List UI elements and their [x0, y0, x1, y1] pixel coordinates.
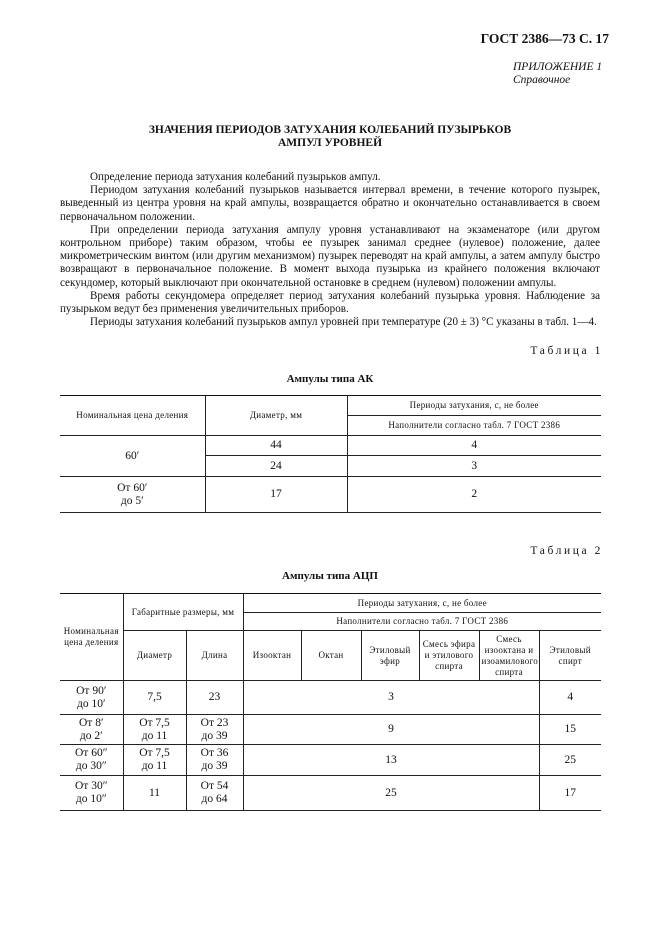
t2-length-to: до 39	[201, 760, 228, 772]
t2-nominal-to: до 10″	[75, 793, 107, 805]
appendix-kind: Справочное	[513, 74, 571, 86]
t2-head-octane: Октан	[301, 631, 361, 681]
t1-cell-nominal: 60′	[60, 436, 205, 477]
t1-cell-period: 2	[347, 477, 601, 513]
table-row	[60, 436, 601, 456]
title-line-2: АМПУЛ УРОВНЕЙ	[277, 137, 383, 149]
t2-length-from: От 54	[200, 780, 229, 792]
t2-cell-nominal	[60, 715, 123, 745]
table2-label: Таблица 2	[530, 545, 603, 557]
table-row	[60, 745, 601, 776]
t2-cell-diameter	[123, 745, 186, 776]
t1-head-nominal: Номинальная цена деления	[60, 396, 205, 436]
t2-diameter-from: От 7,5	[139, 747, 170, 759]
paragraph: Время работы секундомера определяет период затухания колебаний пузырька уровня. Наблюдение за пузырьком ведут без применения увеличительных приборов.	[60, 289, 600, 316]
t2-cell-period: 25	[243, 776, 539, 811]
t2-nominal-to: до 2′	[79, 729, 103, 742]
t2-cell-diameter: 7,5	[123, 681, 186, 715]
t2-head-length: Длина	[186, 631, 243, 681]
t1-nominal-to: до 5′	[120, 494, 144, 507]
t2-nominal-from: От 8′	[79, 716, 104, 729]
t2-nominal-from: От 60″	[75, 747, 108, 759]
t2-cell-length	[186, 715, 243, 745]
t2-diameter-to: до 11	[141, 729, 168, 742]
t1-cell-diameter: 24	[205, 456, 347, 477]
paragraph: Периодом затухания колебаний пузырьков называется интервал времени, в течение которого пузырек, выведенный из центра уровня на край ампулы, возвращается обратно и окончательно останавливается в своем первоначальном положении.	[60, 184, 600, 223]
appendix-block	[513, 61, 602, 87]
t2-length-to: до 39	[201, 729, 228, 742]
t2-head-mix1: Смесь эфира и этилового спирта	[419, 631, 479, 681]
t2-head-mix2: Смесь изооктана и изоамилового спирта	[479, 631, 539, 681]
t1-cell-nominal	[60, 477, 205, 513]
table-row	[60, 477, 601, 513]
t2-nominal-from: От 90′	[76, 684, 107, 697]
body-text	[60, 171, 600, 329]
t2-head-isooctane: Изооктан	[243, 631, 301, 681]
t1-head-diameter: Диаметр, мм	[205, 396, 347, 436]
t2-head-ether: Этиловый эфир	[361, 631, 419, 681]
paragraph: Определение периода затухания колебаний пузырьков ампул.	[90, 171, 381, 183]
t1-head-fillers: Наполнители согласно табл. 7 ГОСТ 2386	[347, 416, 601, 436]
t2-cell-length	[186, 776, 243, 811]
t2-cell-spirit: 15	[539, 715, 601, 745]
t1-cell-period: 4	[347, 436, 601, 456]
t2-length-to: до 64	[201, 793, 228, 805]
table-row	[60, 776, 601, 811]
t1-head-periods: Периоды затухания, с, не более	[347, 396, 601, 416]
t2-head-nominal: Номинальная цена деления	[60, 594, 123, 681]
t2-cell-diameter: 11	[123, 776, 186, 811]
t2-nominal-to: до 10′	[77, 697, 106, 710]
t2-cell-period: 3	[243, 681, 539, 715]
table-row	[60, 681, 601, 715]
table2-caption: Ампулы типа АЦП	[282, 570, 378, 582]
t2-cell-nominal	[60, 745, 123, 776]
appendix-label: ПРИЛОЖЕНИЕ 1	[513, 61, 603, 73]
table2	[60, 593, 601, 811]
t2-cell-spirit: 17	[539, 776, 601, 811]
t2-head-spirit: Этиловый спирт	[539, 631, 601, 681]
t2-cell-nominal	[60, 776, 123, 811]
t2-length-from: От 23	[200, 716, 229, 729]
document-title	[60, 124, 600, 150]
table-row	[60, 715, 601, 745]
t2-cell-diameter	[123, 715, 186, 745]
t2-cell-nominal	[60, 681, 123, 715]
t2-cell-period: 9	[243, 715, 539, 745]
paragraph: Периоды затухания колебаний пузырьков ампул уровней при температуре (20 ± 3) °С указаны в табл. 1—4.	[90, 316, 597, 329]
t1-cell-diameter: 17	[205, 477, 347, 513]
page-header: ГОСТ 2386—73 С. 17	[480, 31, 609, 46]
t1-cell-period: 3	[347, 456, 601, 477]
t2-head-fillers: Наполнители согласно табл. 7 ГОСТ 2386	[243, 613, 601, 631]
t2-diameter-to: до 11	[141, 760, 168, 772]
table1-caption: Ампулы типа АК	[286, 373, 374, 385]
t2-diameter-from: От 7,5	[139, 716, 170, 729]
t2-nominal-to: до 30″	[75, 760, 107, 772]
t2-cell-spirit: 25	[539, 745, 601, 776]
t2-head-diameter: Диаметр	[123, 631, 186, 681]
t2-head-sizes: Габаритные размеры, мм	[123, 594, 243, 631]
t2-cell-length	[186, 745, 243, 776]
table1-label: Таблица 1	[530, 345, 603, 357]
t2-cell-spirit: 4	[539, 681, 601, 715]
t2-nominal-from: От 30″	[75, 780, 108, 792]
table1	[60, 395, 601, 513]
t1-cell-diameter: 44	[205, 436, 347, 456]
t2-head-periods: Периоды затухания, с, не более	[243, 594, 601, 613]
t2-cell-period: 13	[243, 745, 539, 776]
title-line-1: ЗНАЧЕНИЯ ПЕРИОДОВ ЗАТУХАНИЯ КОЛЕБАНИЙ ПУЗЫРЬКОВ	[148, 124, 512, 136]
t2-length-from: От 36	[200, 747, 229, 759]
t2-cell-length: 23	[186, 681, 243, 715]
t1-nominal-from: От 60′	[117, 481, 148, 494]
paragraph: При определении периода затухания ампулу уровня устанавливают на экзаменаторе (или другом контрольном приборе) таким образом, чтобы ее пузырек занимал среднее (нулевое) положение, далее микрометрическим винтом (или другим механизмом) пузырек переводят на край ампулы, а затем ампулу быстро возвращают в первоначальное положение. В момент выхода пузырька из крайнего положения включают секундомер, который выключают при окончательной остановке в среднем (нулевом) положении ампулы.	[60, 223, 600, 289]
